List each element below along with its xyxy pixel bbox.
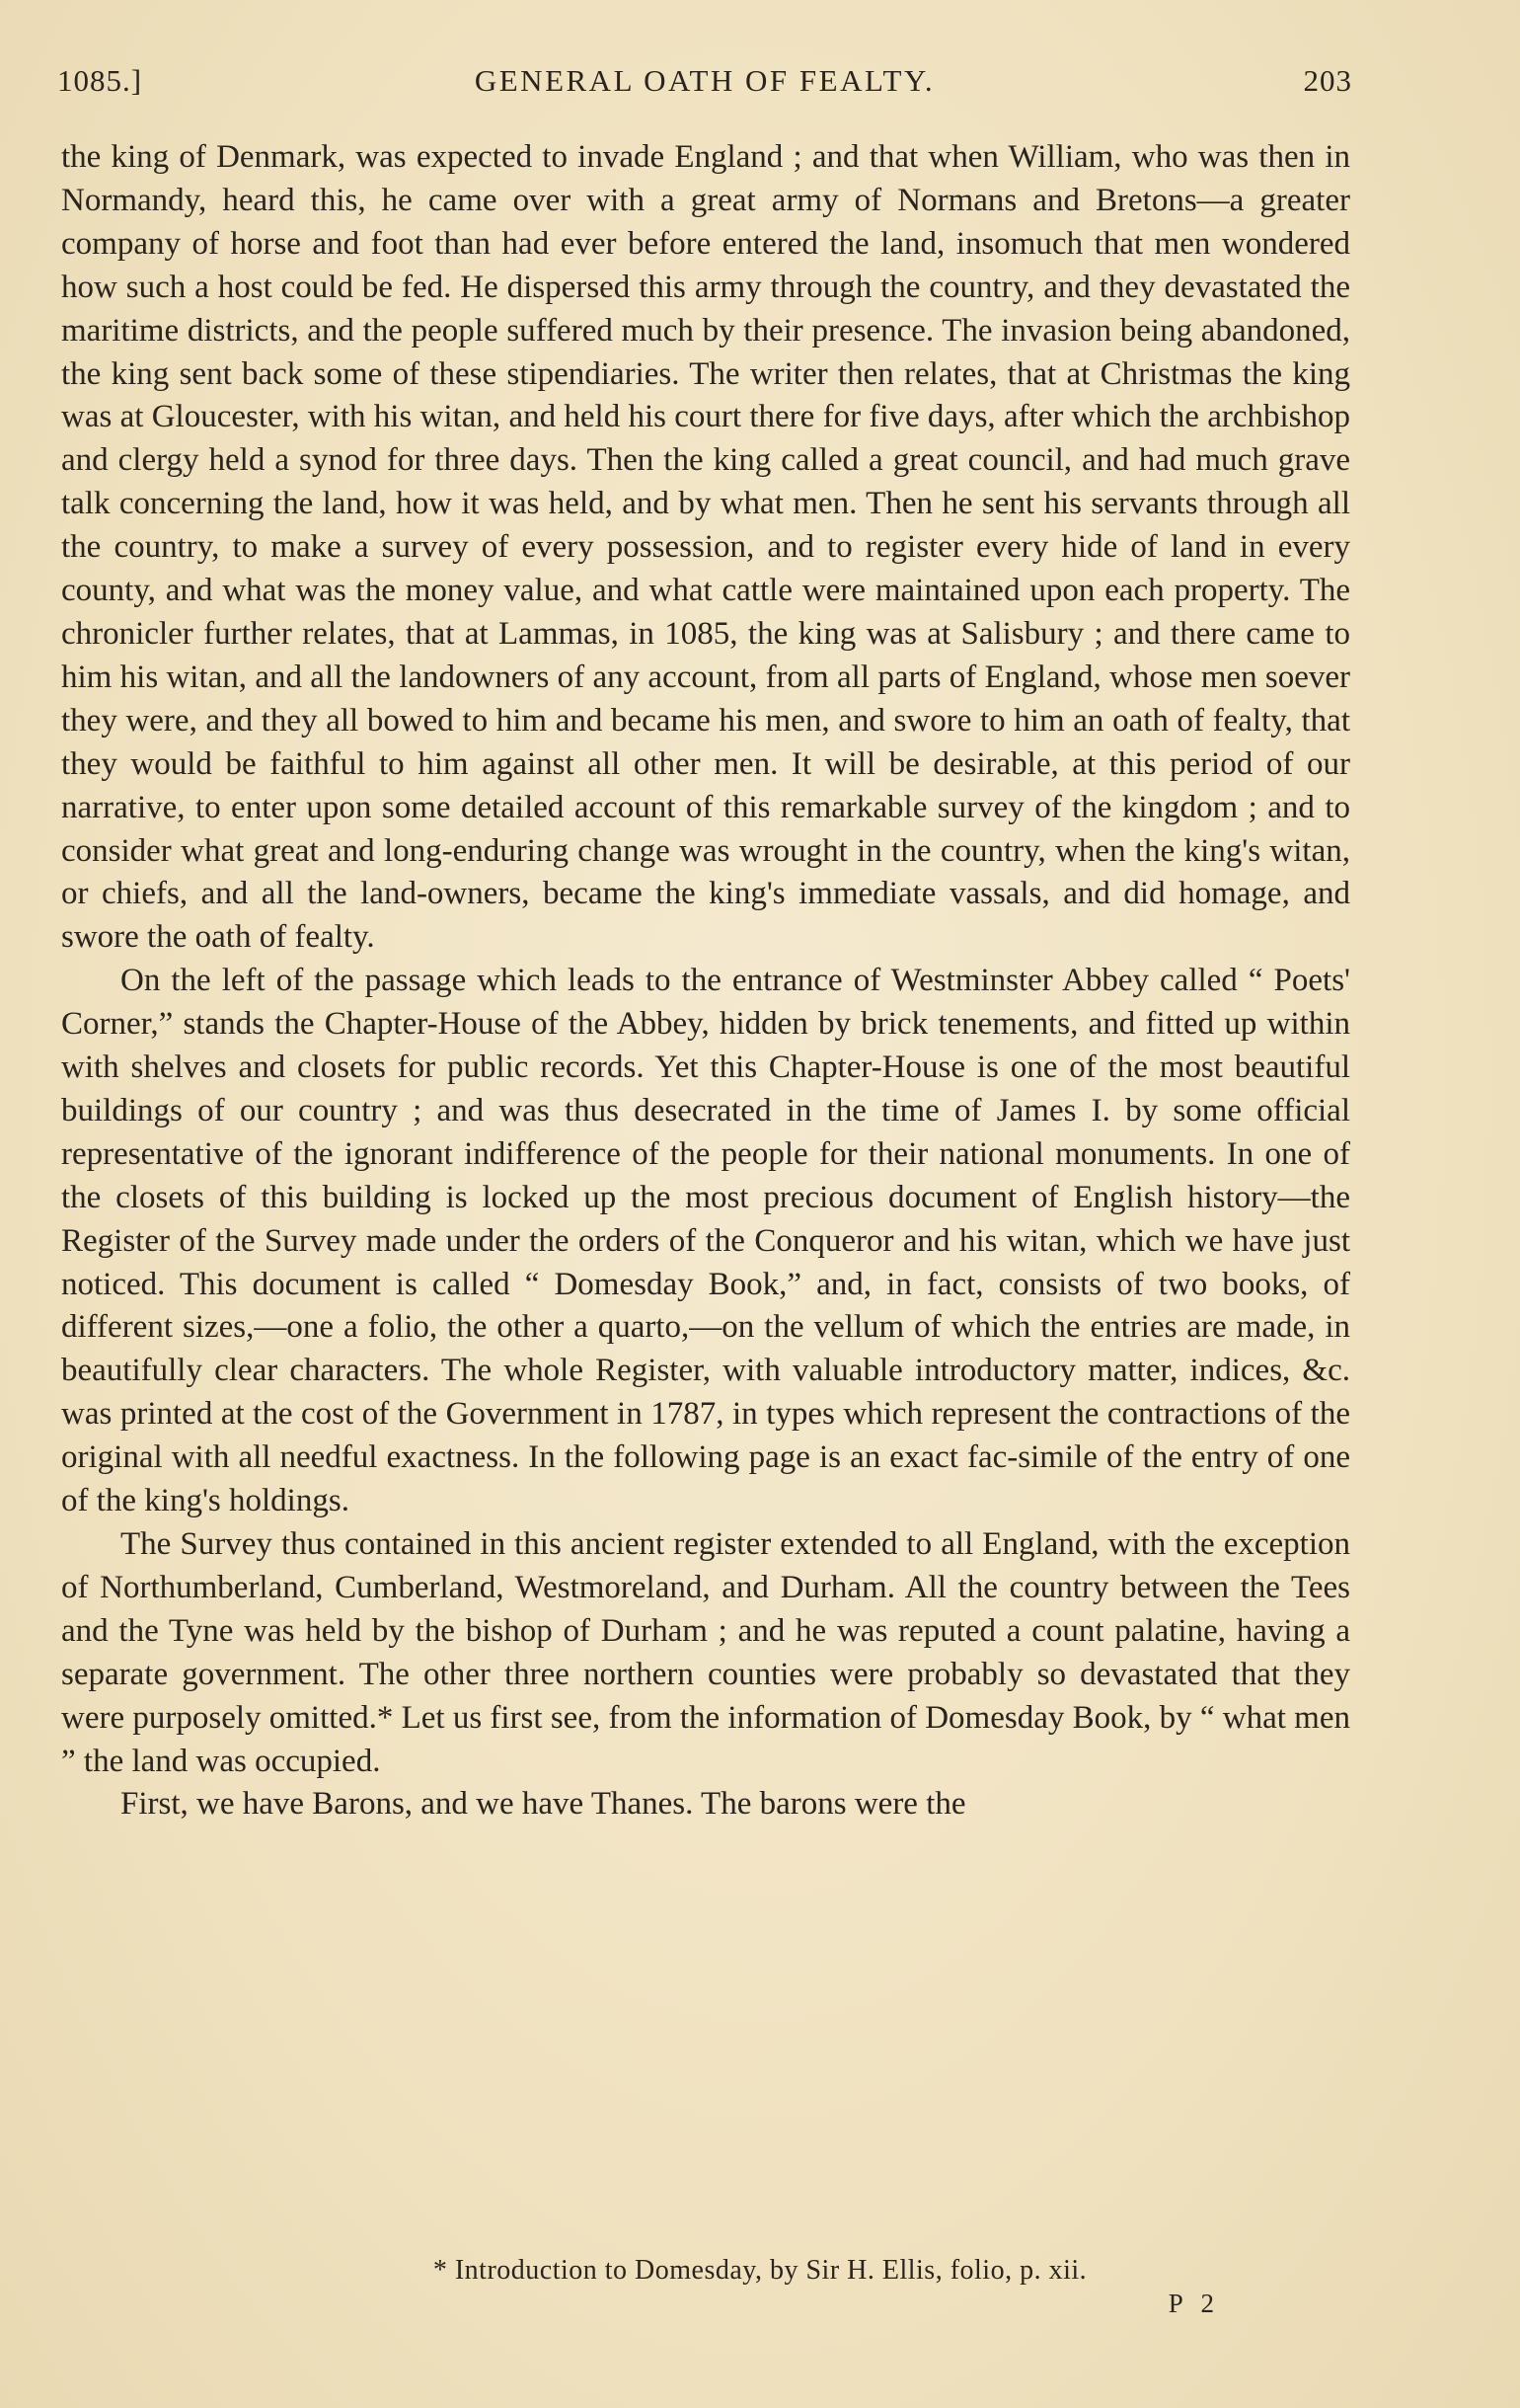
page-number: 203	[1303, 63, 1352, 98]
paragraph-3: The Survey thus contained in this ancient register extended to all England, with the exception of Northumberland, Cumberland, Westmoreland, and Durham. All the country between the Tees and the Tyne was held by the bishop of Durham ; and he was reputed a count palatine, having a separate government. The other three northern counties were probably so devastated that they were purposely omitted.* Let us first see, from the information of Domesday Book, by “ what men ” the land was occupied.	[61, 1526, 1350, 1779]
signature-mark: P 2	[1168, 2289, 1220, 2318]
header-title: GENERAL OATH OF FEALTY.	[474, 63, 936, 98]
page-body	[61, 136, 1350, 1826]
header-year: 1085.]	[57, 63, 143, 98]
footnote: * Introduction to Domesday, by Sir H. Ellis, folio, p. xii.	[432, 2255, 1088, 2286]
paragraph-1: the king of Denmark, was expected to invade England ; and that when William, who was then in Normandy, heard this, he came over with a great army of Normans and Bretons—a greater company of horse and foot than had ever before entered the land, insomuch that men wondered how such a host could be fed. He dispersed this army through the country, and they devastated the maritime districts, and the people suffered much by their presence. The invasion being abandoned, the king sent back some of these stipendiaries. The writer then relates, that at Christmas the king was at Gloucester, with his witan, and held his court there for five days, after which the archbishop and clergy held a synod for three days. Then the king called a great council, and had much grave talk concerning the land, how it was held, and by what men. Then he sent his servants through all the country, to make a survey of every possession, and to register every hide of land in every county, and what was the money value, and what cattle were maintained upon each property. The chronicler further relates, that at Lammas, in 1085, the king was at Salisbury ; and there came to him his witan, and all the landowners of any account, from all parts of England, whose men soever they were, and they all bowed to him and became his men, and swore to him an oath of fealty, that they would be faithful to him against all other men. It will be desirable, at this period of our narrative, to enter upon some detailed account of this remarkable survey of the kingdom ; and to consider what great and long-enduring change was wrought in the country, when the king's witan, or chiefs, and all the land-owners, became the king's immediate vassals, and did homage, and swore the oath of fealty.	[61, 139, 1350, 956]
paragraph-2: On the left of the passage which leads to the entrance of Westminster Abbey called “ Poets' Corner,” stands the Chapter-House of the Abbey, hidden by brick tenements, and fitted up within with shelves and closets for public records. Yet this Chapter-House is one of the most beautiful buildings of our country ; and was thus desecrated in the time of James I. by some official representative of the ignorant indifference of the people for their national monuments. In one of the closets of this building is locked up the most precious document of English history—the Register of the Survey made under the orders of the Conqueror and his witan, which we have just noticed. This document is called “ Domesday Book,” and, in fact, consists of two books, of different sizes,—one a folio, the other a quarto,—on the vellum of which the entries are made, in beautifully clear characters. The whole Register, with valuable introductory matter, indices, &c. was printed at the cost of the Government in 1787, in types which represent the contractions of the original with all needful exactness. In the following page is an exact fac-simile of the entry of one of the king's holdings.	[61, 963, 1350, 1519]
paragraph-4: First, we have Barons, and we have Thanes. The barons were the	[120, 1786, 966, 1823]
running-header	[57, 63, 1352, 113]
